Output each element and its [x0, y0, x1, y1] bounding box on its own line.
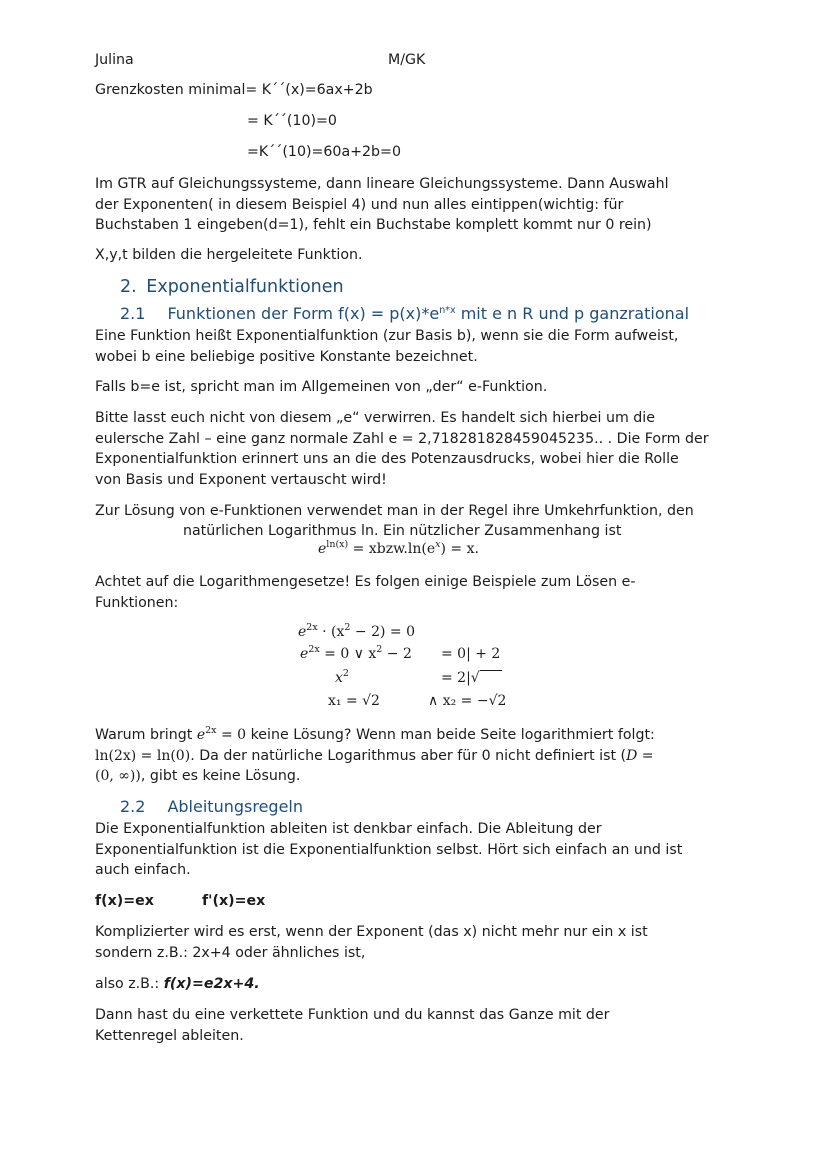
section-2-2-number: 2.2 — [120, 797, 146, 816]
course-label: M/GK — [388, 52, 426, 68]
rule-f: f(x)=ex — [95, 893, 154, 909]
section-2-1-heading: 2.1 Funktionen der Form $f(x) = p(x)*e^{n*x}$ mit e n R und p ganzrational — [120, 304, 690, 323]
example-equation-3-right: = 2|√ — [441, 670, 502, 686]
bitte-paragraph: Bitte lasst euch nicht von diesem „e“ verwirren. Es handelt sich hierbei um die eulersche Zahl – eine ganz normale Zahl e = 2,718281828459045235.. . Die Form der Exponentialfunktion erinnert uns an die des Potenzausdrucks, wobei hier die Rolle von Basis und Exponent vertauscht wird! — [95, 410, 709, 488]
example-equation-2: $e^{2x} = 0$ ∨ $x^2 - 2$ — [300, 644, 412, 662]
falls-line: Falls b=e ist, spricht man im Allgemeinen von „der“ e-Funktion. — [95, 379, 548, 395]
achtet-paragraph: Achtet auf die Logarithmengesetze! Es folgen einige Beispiele zum Lösen e- Funktionen: — [95, 574, 636, 611]
section-2-2-title: Ableitungsregeln — [167, 797, 303, 816]
section-2-1-number: 2.1 — [120, 304, 146, 323]
example-equation-2-right: = 0| + 2 — [441, 646, 501, 662]
ableitung-paragraph: Die Exponentialfunktion ableiten ist denkbar einfach. Die Ableitung der Exponentialfunktion ist die Exponentialfunktion selbst. Hört sich einfach an und ist auch einfach. — [95, 821, 683, 878]
warum-line-2: ln(2x) = ln(0). Da der natürliche Logarithmus aber für 0 nicht definiert ist (D = — [95, 748, 654, 764]
section-2-2-heading — [120, 797, 303, 816]
section-2-1-title: Funktionen der Form f(x) = p(x)*e — [167, 304, 440, 323]
warum-line-1: Warum bringt $e^{2x} = 0$ keine Lösung? Wenn man beide Seite logarithmiert folgt: — [95, 725, 655, 743]
section-2-heading — [120, 277, 344, 297]
section-2-number: 2. — [120, 277, 137, 297]
example-equation-3: $x^2$ — [335, 668, 349, 686]
gtr-paragraph: Im GTR auf Gleichungssysteme, dann lineare Gleichungssysteme. Dann Auswahl der Exponenten( in diesem Beispiel 4) und nun alles eintippen(wichtig: für Buchstaben 1 eingeben(d=1), fehlt ein Buchstabe komplett kommt nur 0 rein) — [95, 176, 669, 233]
rule-fprime: f'(x)=ex — [202, 893, 266, 909]
grenzkosten-line-2: = K´´(10)=0 — [247, 113, 337, 129]
dann-paragraph: Dann hast du eine verkettete Funktion und du kannst das Ganze mit der Kettenregel ableiten. — [95, 1007, 610, 1044]
section-2-title: Exponentialfunktionen — [146, 277, 344, 297]
grenzkosten-line-3: =K´´(10)=60a+2b=0 — [247, 144, 401, 160]
example-equation-1: $e^{2x} \cdot (x^2 - 2) = 0$ — [298, 622, 416, 640]
definition-paragraph: Eine Funktion heißt Exponentialfunktion (zur Basis b), wenn sie die Form aufweist, wobei b eine beliebige positive Konstante bezeichnet. — [95, 328, 679, 365]
loesung-line-1: Zur Lösung von e-Funktionen verwendet man in der Regel ihre Umkehrfunktion, den — [95, 503, 694, 519]
log-identity-formula: $e^{ln(x)}$ = $xbzw.\ln(e^x) = x$. — [318, 539, 479, 557]
example-equation-4-right: ∧ x₂ = −√2 — [428, 693, 507, 709]
example-equation-4: x₁ = √2 — [328, 693, 380, 709]
author-name: Julina — [95, 52, 134, 68]
grenzkosten-line-1: Grenzkosten minimal= K´´(x)=6ax+2b — [95, 82, 373, 98]
kompliziert-paragraph: Komplizierter wird es erst, wenn der Exponent (das x) nicht mehr nur ein x ist sondern z.B.: 2x+4 oder ähnliches ist, — [95, 924, 648, 961]
loesung-line-2: natürlichen Logarithmus ln. Ein nützlicher Zusammenhang ist — [183, 523, 622, 539]
warum-line-3: (0, ∞)), gibt es keine Lösung. — [95, 768, 301, 784]
also-line: also z.B.: f(x)=e2x+4. — [95, 976, 260, 992]
xyt-line: X,y,t bilden die hergeleitete Funktion. — [95, 247, 363, 263]
